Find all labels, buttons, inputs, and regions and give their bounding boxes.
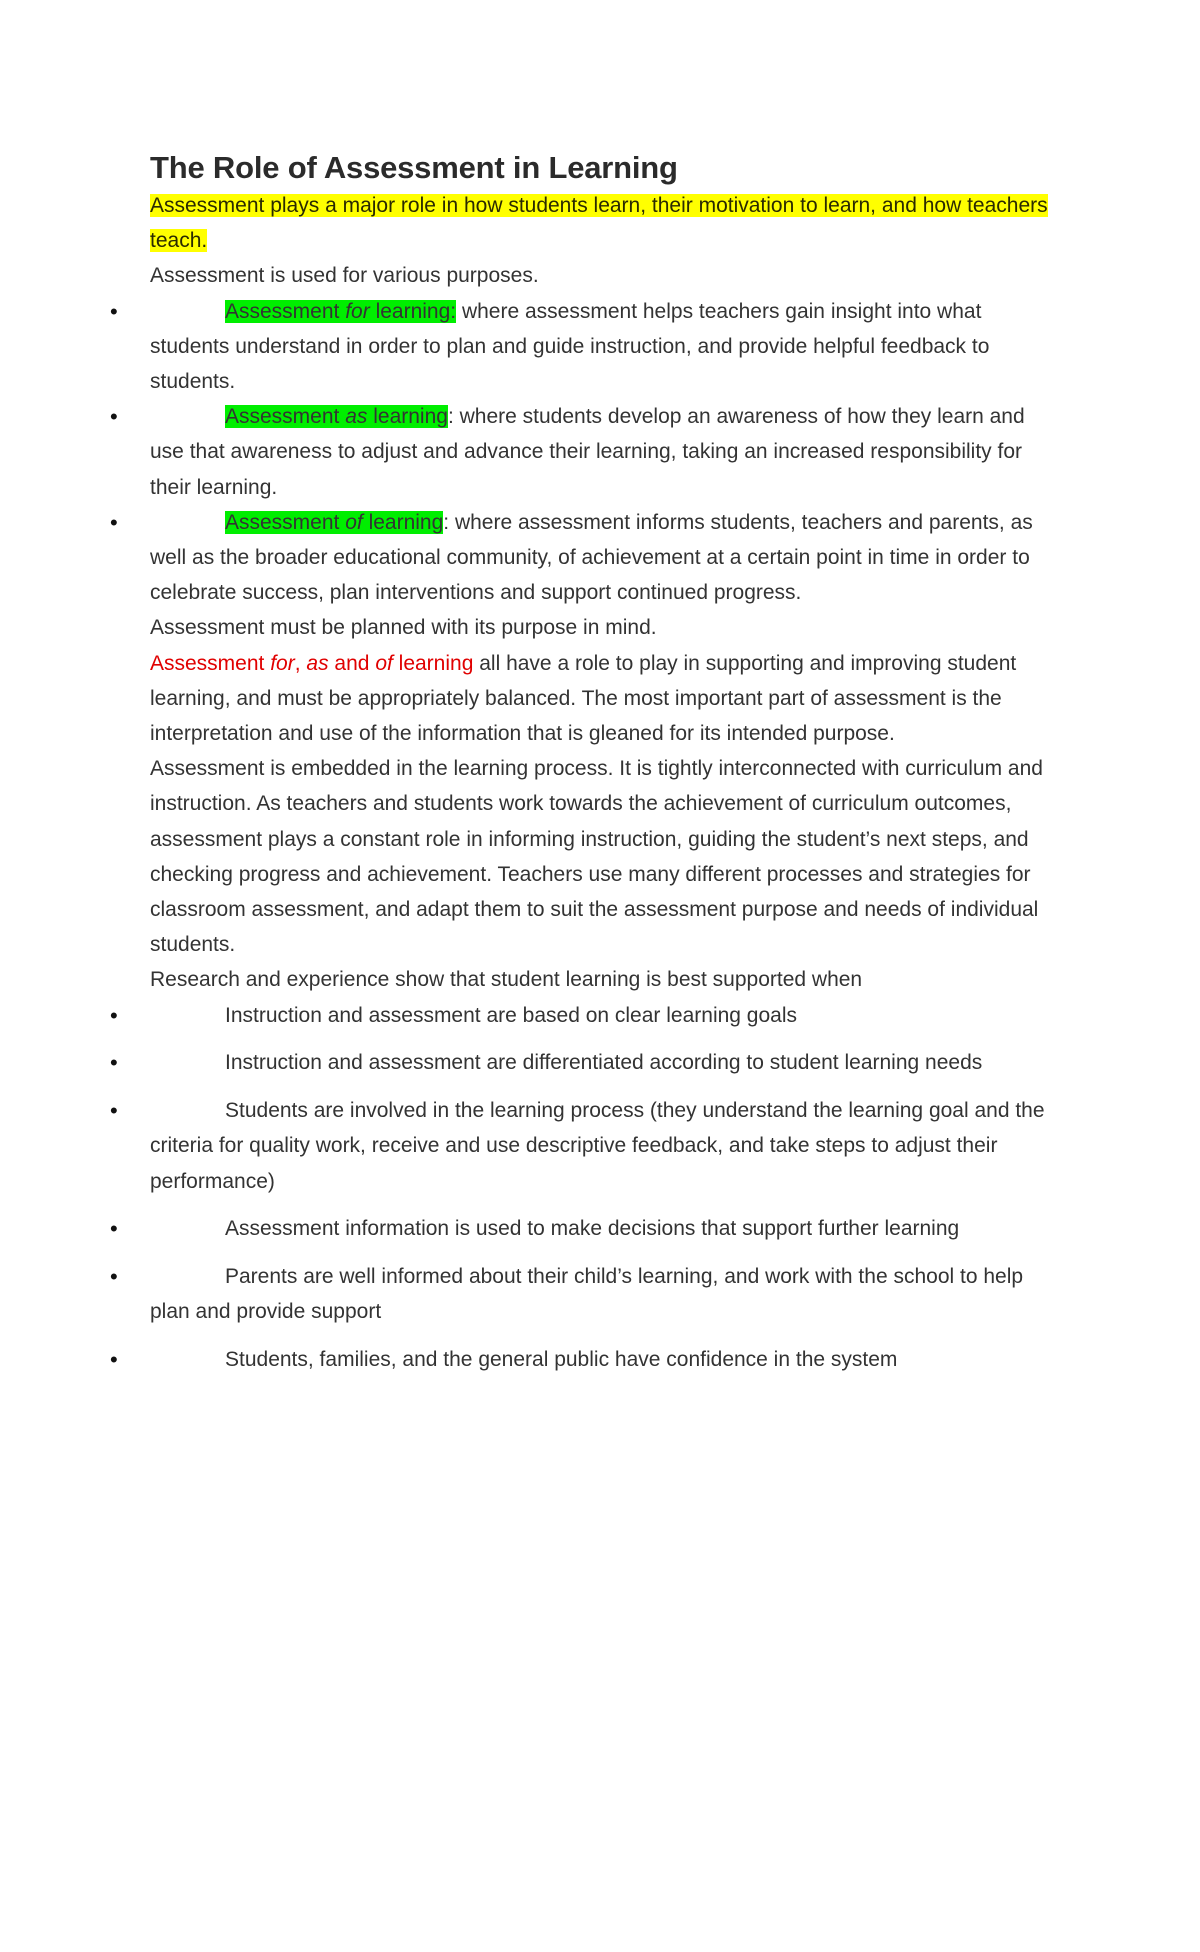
intro-paragraph bbox=[150, 188, 1050, 258]
list-item bbox=[110, 505, 1050, 611]
purpose-description: where assessment helps teachers gain insight into what students understand in order to plan and guide instruction, and provide helpful feedback to students. bbox=[150, 299, 990, 394]
bullet-icon: • bbox=[110, 1347, 118, 1373]
bullet-icon: • bbox=[110, 1002, 118, 1028]
purpose-description: : where students develop an awareness of how they learn and use that awareness to adjust and advance their learning, taking an increased responsibility for their learning. bbox=[150, 405, 1025, 499]
bullet-icon: • bbox=[110, 404, 118, 430]
bullet-icon: • bbox=[110, 1264, 118, 1290]
list-item bbox=[110, 294, 1050, 400]
bullet-icon: • bbox=[110, 1050, 118, 1076]
balance-term: Assessment for, as and of learning bbox=[150, 651, 474, 675]
balance-paragraph: Assessment for, as and of learning all have a role to play in supporting and improving student learning, and must be appropriately balanced. The most important part of assessment is the interpretation and use of the information that is gleaned for its intended purpose. bbox=[150, 651, 1017, 746]
purpose-term: Assessment for learning: bbox=[225, 299, 457, 323]
list-item: • Instruction and assessment are based on clear learning goals bbox=[150, 998, 1050, 1033]
page-title: The Role of Assessment in Learning bbox=[150, 150, 678, 185]
bullet-icon: • bbox=[110, 298, 118, 324]
bullet-icon: • bbox=[110, 1216, 118, 1242]
research-intro: Research and experience show that student learning is best supported when bbox=[150, 968, 863, 992]
document-page bbox=[110, 148, 1050, 1390]
embedded-paragraph: Assessment is embedded in the learning process. It is tightly interconnected with curriculum and instruction. As teachers and students work towards the achievement of curriculum outcomes, assessment plays a constant role in informing instruction, guiding the student’s next steps, and checking progress and achievement. Teachers use many different processes and strategies for classroom assessment, and adapt them to suit the assessment purpose and needs of individual students. bbox=[150, 757, 1043, 957]
conditions-list bbox=[110, 998, 1050, 1378]
list-item bbox=[110, 399, 1050, 505]
purpose-term: Assessment as learning bbox=[225, 405, 448, 429]
purpose-term: Assessment of learning bbox=[225, 510, 444, 534]
planned-paragraph: Assessment must be planned with its purpose in mind. bbox=[150, 616, 657, 640]
purpose-description: : where assessment informs students, teachers and parents, as well as the broader educational community, of achievement at a certain point in time in order to celebrate success, plan interventions and support continued progress. bbox=[150, 510, 1033, 605]
bullet-icon: • bbox=[110, 509, 118, 535]
purposes-intro: Assessment is used for various purposes. bbox=[150, 264, 539, 288]
list-item: • Students, families, and the general public have confidence in the system bbox=[150, 1342, 1050, 1377]
bullet-icon: • bbox=[110, 1098, 118, 1124]
list-item: • Parents are well informed about their child’s learning, and work with the school to help plan and provide support bbox=[150, 1259, 1050, 1329]
list-item: • Assessment information is used to make decisions that support further learning bbox=[150, 1211, 1050, 1246]
list-item: • Instruction and assessment are differentiated according to student learning needs bbox=[150, 1045, 1050, 1080]
list-item: • Students are involved in the learning process (they understand the learning goal and the criteria for quality work, receive and use descriptive feedback, and take steps to adjust their performance) bbox=[150, 1093, 1050, 1199]
intro-highlight: Assessment plays a major role in how students learn, their motivation to learn, and how teachers teach. bbox=[150, 194, 1048, 253]
purposes-list bbox=[110, 294, 1050, 611]
